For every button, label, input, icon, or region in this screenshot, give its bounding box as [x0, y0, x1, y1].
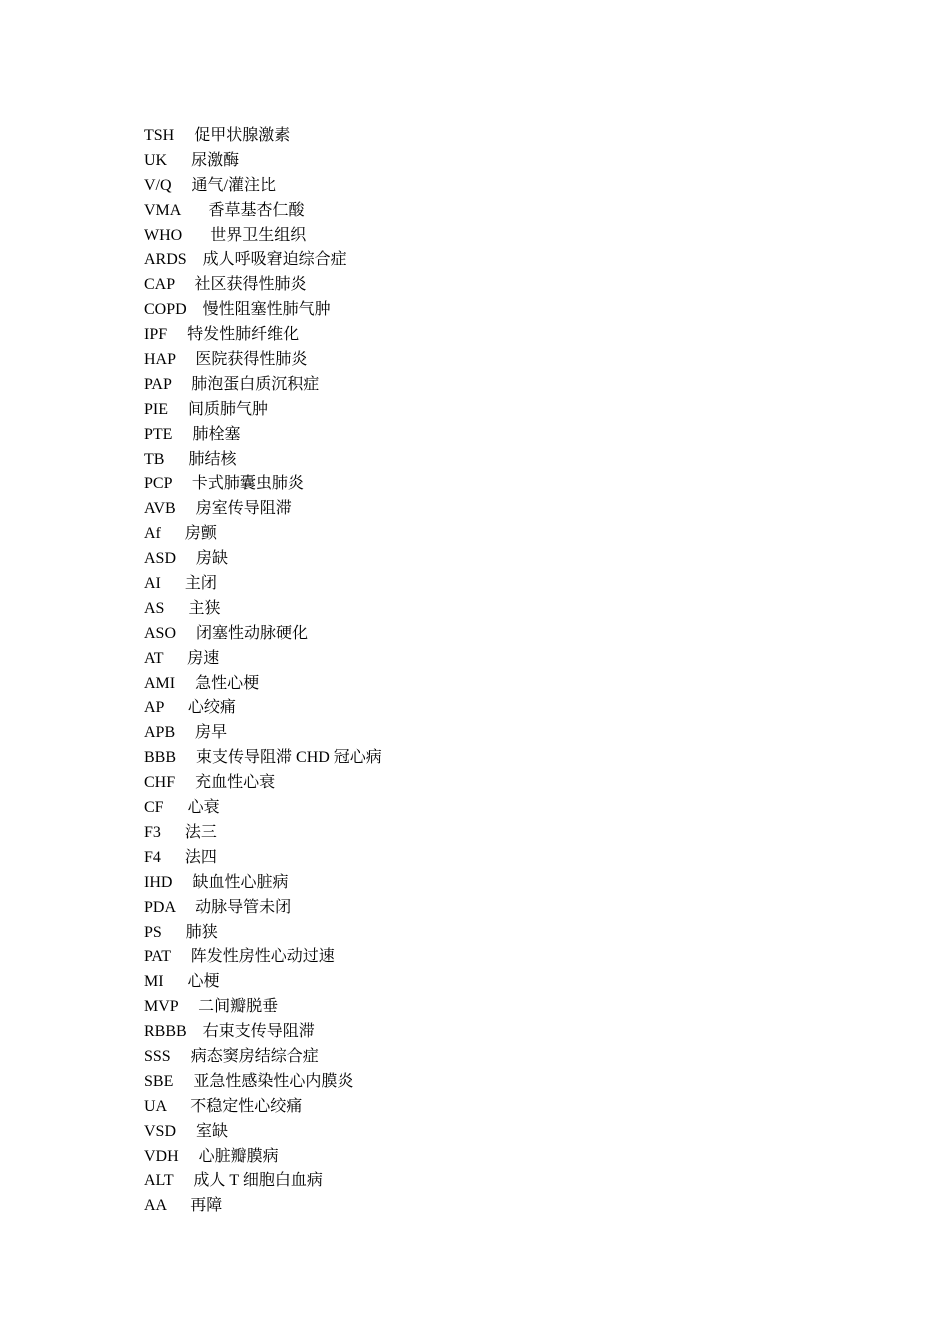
list-item: PTE 肺栓塞: [144, 425, 241, 443]
list-item: UA 不稳定性心绞痛: [144, 1097, 303, 1115]
list-item: ASO 闭塞性动脉硬化: [144, 624, 309, 642]
list-item: PAT 阵发性房性心动过速: [144, 948, 335, 966]
list-item: Af 房颤: [144, 525, 217, 543]
list-item: HAP 医院获得性肺炎: [144, 351, 308, 369]
list-item: AS 主狭: [144, 599, 221, 617]
list-item: IHD 缺血性心脏病: [144, 873, 289, 891]
list-item: F4 法四: [144, 848, 217, 866]
list-item: AVB 房室传导阻滞: [144, 500, 292, 518]
list-item: APB 房早: [144, 724, 228, 742]
list-item: TSH 促甲状腺激素: [144, 127, 291, 144]
abbreviation-list: [144, 124, 382, 1219]
list-item: RBBB 右束支传导阻滞: [144, 1023, 315, 1041]
list-item: PDA 动脉导管未闭: [144, 898, 292, 916]
list-item: WHO 世界卫生组织: [144, 226, 307, 244]
list-item: VMA 香草基杏仁酸: [144, 201, 305, 219]
list-item: CHF 充血性心衰: [144, 774, 276, 792]
list-item: ALT 成人 T 细胞白血病: [144, 1172, 323, 1190]
list-item: AT 房速: [144, 649, 220, 667]
list-item: PIE 间质肺气肿: [144, 400, 269, 418]
list-item: VSD 室缺: [144, 1122, 229, 1140]
list-item: VDH 心脏瓣膜病: [144, 1147, 279, 1165]
list-item: IPF 特发性肺纤维化: [144, 326, 300, 344]
list-item: F3 法三: [144, 823, 217, 841]
list-item: PCP 卡式肺囊虫肺炎: [144, 475, 304, 493]
list-item: UK 尿激酶: [144, 151, 240, 169]
list-item: TB 肺结核: [144, 450, 237, 468]
list-item: PAP 肺泡蛋白质沉积症: [144, 375, 320, 393]
list-item: ARDS 成人呼吸窘迫综合症: [144, 251, 347, 269]
list-item: CAP 社区获得性肺炎: [144, 276, 307, 294]
list-item: AP 心绞痛: [144, 699, 236, 717]
list-item: CF 心衰: [144, 799, 220, 817]
list-item: AMI 急性心梗: [144, 674, 260, 692]
list-item: SSS 病态窦房结综合症: [144, 1047, 319, 1065]
list-item: V/Q 通气/灌注比: [144, 176, 277, 194]
list-item: ASD 房缺: [144, 550, 229, 568]
list-item: MI 心梗: [144, 973, 220, 991]
list-item: SBE 亚急性感染性心内膜炎: [144, 1072, 354, 1090]
list-item: AI 主闭: [144, 575, 217, 593]
list-item: COPD 慢性阻塞性肺气肿: [144, 301, 331, 319]
list-item: MVP 二间瓣脱垂: [144, 998, 279, 1016]
list-item: PS 肺狭: [144, 923, 218, 941]
list-item: BBB 束支传导阻滞 CHD 冠心病: [144, 749, 382, 767]
list-item: AA 再障: [144, 1197, 223, 1215]
